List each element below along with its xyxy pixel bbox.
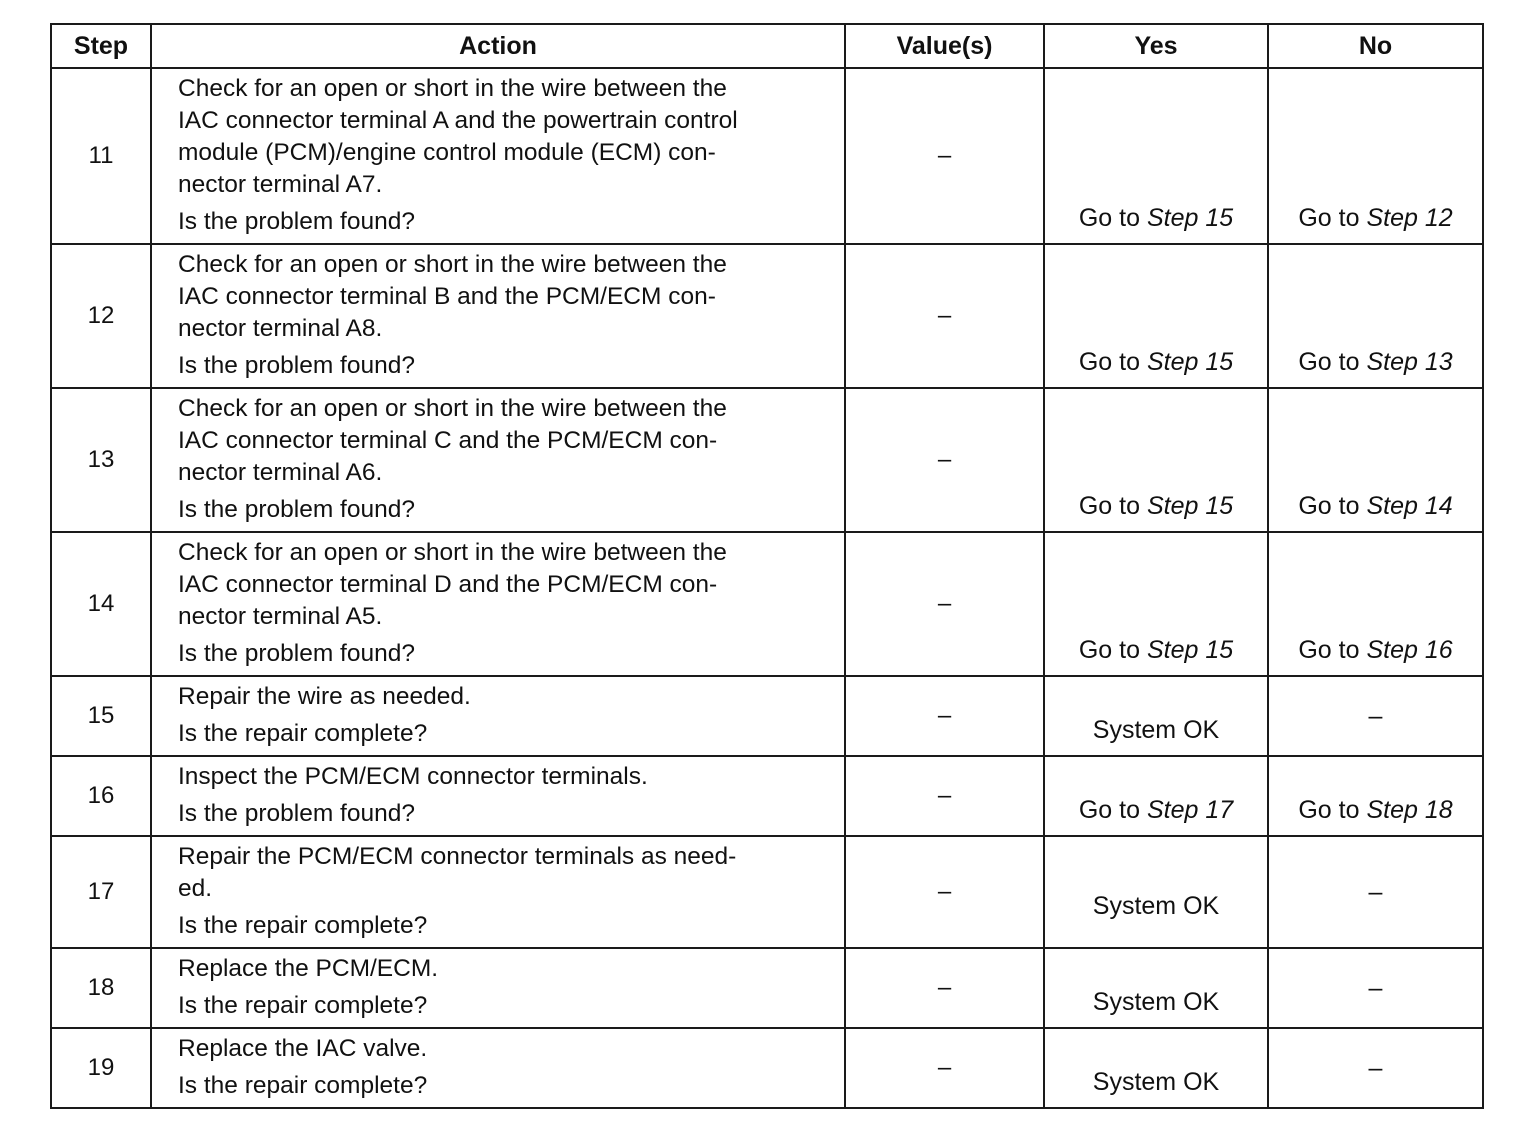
value-cell: – — [845, 836, 1044, 948]
no-prefix: Go to — [1298, 348, 1360, 376]
no-cell — [1268, 756, 1483, 836]
step-number: 15 — [51, 676, 151, 756]
action-cell — [151, 244, 845, 388]
action-text: Inspect the PCM/ECM connector terminals. — [178, 763, 648, 790]
no-step: Step 18 — [1366, 796, 1453, 824]
yes-prefix: System OK — [1092, 892, 1220, 920]
yes-step: Step 15 — [1146, 204, 1234, 232]
action-cell — [151, 836, 845, 948]
step-number: 14 — [51, 532, 151, 676]
no-step: Step 13 — [1366, 348, 1453, 376]
value-cell: – — [845, 948, 1044, 1028]
yes-prefix: Go to — [1078, 204, 1140, 232]
no-cell — [1268, 948, 1483, 1028]
no-cell — [1268, 1028, 1483, 1108]
action-text: Replace the IAC valve. — [178, 1035, 428, 1062]
table-row — [51, 244, 1483, 388]
action-cell — [151, 676, 845, 756]
no-cell — [1268, 676, 1483, 756]
no-step: Step 16 — [1366, 636, 1453, 664]
action-text: Replace the PCM/ECM. — [178, 955, 439, 982]
yes-cell — [1044, 388, 1268, 532]
header-values: Value(s) — [845, 24, 1044, 68]
table-row — [51, 756, 1483, 836]
yes-prefix: System OK — [1092, 1068, 1220, 1096]
no-prefix: – — [1368, 701, 1383, 730]
table-row — [51, 836, 1483, 948]
yes-cell — [1044, 532, 1268, 676]
yes-cell — [1044, 1028, 1268, 1108]
table-row — [51, 948, 1483, 1028]
action-question: Is the repair complete? — [178, 1072, 428, 1099]
no-cell — [1268, 388, 1483, 532]
action-text: Check for an open or short in the wire between the IAC connector terminal B and the PCM/ECM con- nector terminal A8. — [178, 251, 727, 342]
yes-prefix: System OK — [1092, 716, 1220, 744]
action-cell — [151, 756, 845, 836]
value-cell: – — [845, 676, 1044, 756]
value-cell: – — [845, 532, 1044, 676]
table-row — [51, 676, 1483, 756]
no-step: Step 14 — [1366, 492, 1453, 520]
action-question: Is the problem found? — [178, 496, 415, 523]
no-cell — [1268, 68, 1483, 244]
table-row — [51, 388, 1483, 532]
table-row — [51, 1028, 1483, 1108]
yes-cell — [1044, 244, 1268, 388]
yes-prefix: Go to — [1078, 796, 1140, 824]
header-row — [51, 24, 1483, 68]
no-prefix: – — [1368, 1053, 1383, 1082]
action-text: Check for an open or short in the wire between the IAC connector terminal D and the PCM/ECM con- nector terminal A5. — [178, 539, 727, 630]
value-cell: – — [845, 68, 1044, 244]
step-number: 16 — [51, 756, 151, 836]
value-cell: – — [845, 1028, 1044, 1108]
action-question: Is the repair complete? — [178, 992, 428, 1019]
yes-step: Step 15 — [1146, 636, 1234, 664]
action-question: Is the problem found? — [178, 352, 415, 379]
no-prefix: Go to — [1298, 636, 1360, 664]
no-prefix: – — [1368, 973, 1383, 1002]
step-number: 18 — [51, 948, 151, 1028]
action-cell — [151, 68, 845, 244]
action-question: Is the problem found? — [178, 208, 415, 235]
yes-prefix: Go to — [1078, 348, 1140, 376]
no-cell — [1268, 532, 1483, 676]
yes-cell — [1044, 756, 1268, 836]
step-number: 13 — [51, 388, 151, 532]
no-prefix: Go to — [1298, 796, 1360, 824]
action-question: Is the repair complete? — [178, 720, 428, 747]
action-cell — [151, 532, 845, 676]
table-row — [51, 532, 1483, 676]
yes-prefix: Go to — [1078, 636, 1140, 664]
action-question: Is the problem found? — [178, 800, 415, 827]
action-cell — [151, 1028, 845, 1108]
step-number: 19 — [51, 1028, 151, 1108]
no-step: Step 12 — [1366, 204, 1453, 232]
yes-step: Step 15 — [1146, 348, 1234, 376]
value-cell: – — [845, 756, 1044, 836]
yes-prefix: System OK — [1092, 988, 1220, 1016]
yes-step: Step 17 — [1146, 796, 1234, 824]
no-cell — [1268, 244, 1483, 388]
yes-cell — [1044, 836, 1268, 948]
step-number: 12 — [51, 244, 151, 388]
action-text: Repair the PCM/ECM connector terminals as need- ed. — [178, 843, 737, 902]
action-question: Is the repair complete? — [178, 912, 428, 939]
yes-prefix: Go to — [1078, 492, 1140, 520]
header-step: Step — [51, 24, 151, 68]
value-cell: – — [845, 244, 1044, 388]
action-cell — [151, 948, 845, 1028]
yes-cell — [1044, 676, 1268, 756]
yes-cell — [1044, 68, 1268, 244]
no-prefix: – — [1368, 877, 1383, 906]
action-text: Check for an open or short in the wire between the IAC connector terminal C and the PCM/ECM con- nector terminal A6. — [178, 395, 727, 486]
step-number: 17 — [51, 836, 151, 948]
action-question: Is the problem found? — [178, 640, 415, 667]
step-number: 11 — [51, 68, 151, 244]
yes-cell — [1044, 948, 1268, 1028]
value-cell: – — [845, 388, 1044, 532]
no-prefix: Go to — [1298, 204, 1360, 232]
header-no: No — [1268, 24, 1483, 68]
header-action: Action — [151, 24, 845, 68]
diagnostic-table — [50, 23, 1484, 1109]
table-row — [51, 68, 1483, 244]
no-prefix: Go to — [1298, 492, 1360, 520]
yes-step: Step 15 — [1146, 492, 1234, 520]
action-cell — [151, 388, 845, 532]
no-cell — [1268, 836, 1483, 948]
action-text: Check for an open or short in the wire between the IAC connector terminal A and the powertrain control module (PCM)/engine control module (ECM) con- nector terminal A7. — [178, 75, 738, 198]
header-yes: Yes — [1044, 24, 1268, 68]
action-text: Repair the wire as needed. — [178, 683, 471, 710]
